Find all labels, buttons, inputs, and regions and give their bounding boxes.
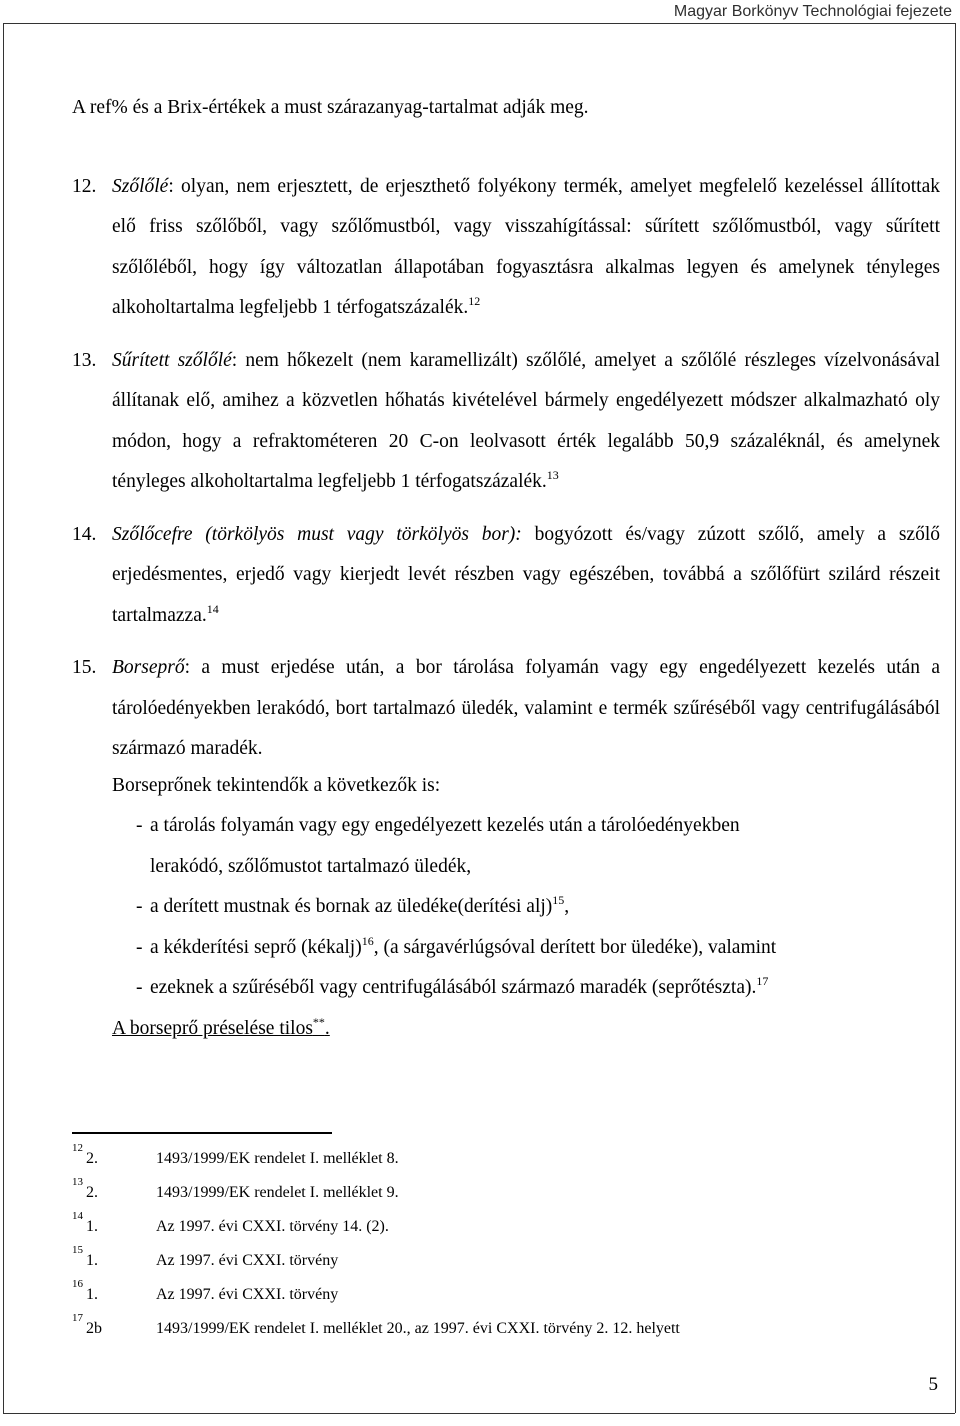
borsepro-list	[72, 806, 940, 1009]
definition-item	[72, 515, 940, 637]
footnote: 15 1. Az 1997. évi CXXI. törvény	[72, 1244, 339, 1269]
list-item: - a derített mustnak és bornak az üledéke(derítési alj)$^{15}$,	[136, 893, 570, 917]
footnote-ref[interactable]: 16	[361, 933, 374, 948]
footnote-ref[interactable]: 17	[756, 974, 769, 988]
bottom-border	[3, 1413, 955, 1414]
main-text	[72, 88, 940, 1049]
item-number: 14.	[72, 523, 97, 545]
definition-text: : olyan, nem erjesztett, de erjeszthető folyékony termék, amelyet megfelelő kezeléssel állítottak elő friss szőlőből, vagy szőlőmustból, vagy visszahígítással: sűrített szőlőmustból, vagy sűrített szőlőléből, hogy így változatlan állapotában fogyasztásra alkalmas legyen és amelynek tényleges alkoholtartalma legfeljebb 1 térfogatszázalék.	[112, 175, 940, 318]
left-border	[3, 23, 4, 1413]
defined-term: Borseprő	[112, 657, 185, 678]
footnotes	[72, 1142, 932, 1350]
defined-term: Szőlőcefre (törkölyös must vagy törkölyös bor):	[112, 523, 522, 545]
pressing-prohibited-note: A borseprő préselése tilos**.	[112, 1014, 330, 1039]
footnote-ref[interactable]: 15	[552, 893, 565, 907]
defined-term: Sűrített szőlőlé	[112, 349, 232, 371]
footnote: 13 2. 1493/1999/EK rendelet I. melléklet 9.	[72, 1176, 399, 1201]
item-number: 15.	[72, 657, 97, 678]
definition-item	[72, 648, 940, 770]
list-item: - a tárolás folyamán vagy egy engedélyezett kezelés után a tárolóedényekben	[136, 815, 740, 836]
definition-item	[72, 341, 940, 503]
defined-term: Szőlőlé	[112, 175, 169, 197]
item-number: 12.	[72, 175, 97, 197]
list-item-continuation: lerakódó, szőlőmustot tartalmazó üledék,	[150, 855, 472, 877]
footnote-separator	[72, 1132, 332, 1134]
list-item: - ezeknek a szűréséből vagy centrifugálásából származó maradék (seprőtészta).$^{17}$	[136, 974, 769, 998]
borsepro-intro: Borseprőnek tekintendők a következők is:	[112, 774, 441, 796]
list-item: - a kékderítési seprő (kékalj)$^{16}$, (a sárgavérlúgsóval derített bor üledéke), valamint	[136, 933, 777, 958]
item-number: 13.	[72, 349, 97, 371]
header-rule	[3, 23, 955, 24]
footnote: 17 2b 1493/1999/EK rendelet I. melléklet 20., az 1997. évi CXXI. törvény 2. 12. helyett	[72, 1312, 680, 1337]
intro-paragraph: A ref% és a Brix-értékek a must szárazanyag-tartalmat adják meg.	[72, 97, 589, 118]
right-border	[955, 23, 956, 1413]
definition-text: : a must erjedése után, a bor tárolása folyamán vagy egy engedélyezett kezelés után a tárolóedényekben lerakódó, bort tartalmazó üledék, valamint e termék szűréséből vagy centrifugálásából származó maradék.	[112, 657, 940, 759]
running-header: Magyar Borkönyv Technológiai fejezete	[673, 3, 952, 20]
footnote-ref[interactable]: 13	[546, 468, 559, 482]
definition-item	[72, 167, 940, 329]
page-number: 5	[928, 1374, 938, 1395]
footnote: 14 1. Az 1997. évi CXXI. törvény 14. (2).	[72, 1210, 389, 1235]
footnote-ref[interactable]: 12	[468, 294, 481, 308]
definition-text: bogyózott és/vagy zúzott szőlő, amely a szőlő erjedésmentes, erjedő vagy kierjedt levét részben vagy egészében, továbbá a szőlőfürt szilárd részeit tartalmazza.	[112, 523, 940, 626]
definition-text: : nem hőkezelt (nem karamellizált) szőlőlé, amelyet a szőlőlé részleges vízelvonásával állítanak elő, amihez a közvetlen hőhatás kivételével bármely engedélyezett módszer alkalmazható oly módon, hogy a refraktométeren 20 C-on leolvasott érték legalább 50,9 százaléknál, és amelynek tényleges alkoholtartalma legfeljebb 1 térfogatszázalék.	[112, 349, 940, 492]
footnote: 12 2. 1493/1999/EK rendelet I. melléklet 8.	[72, 1142, 399, 1167]
footnote: 16 1. Az 1997. évi CXXI. törvény	[72, 1278, 339, 1303]
footnote-ref[interactable]: 14	[206, 601, 219, 616]
footnote-ref[interactable]: **	[312, 1014, 325, 1029]
